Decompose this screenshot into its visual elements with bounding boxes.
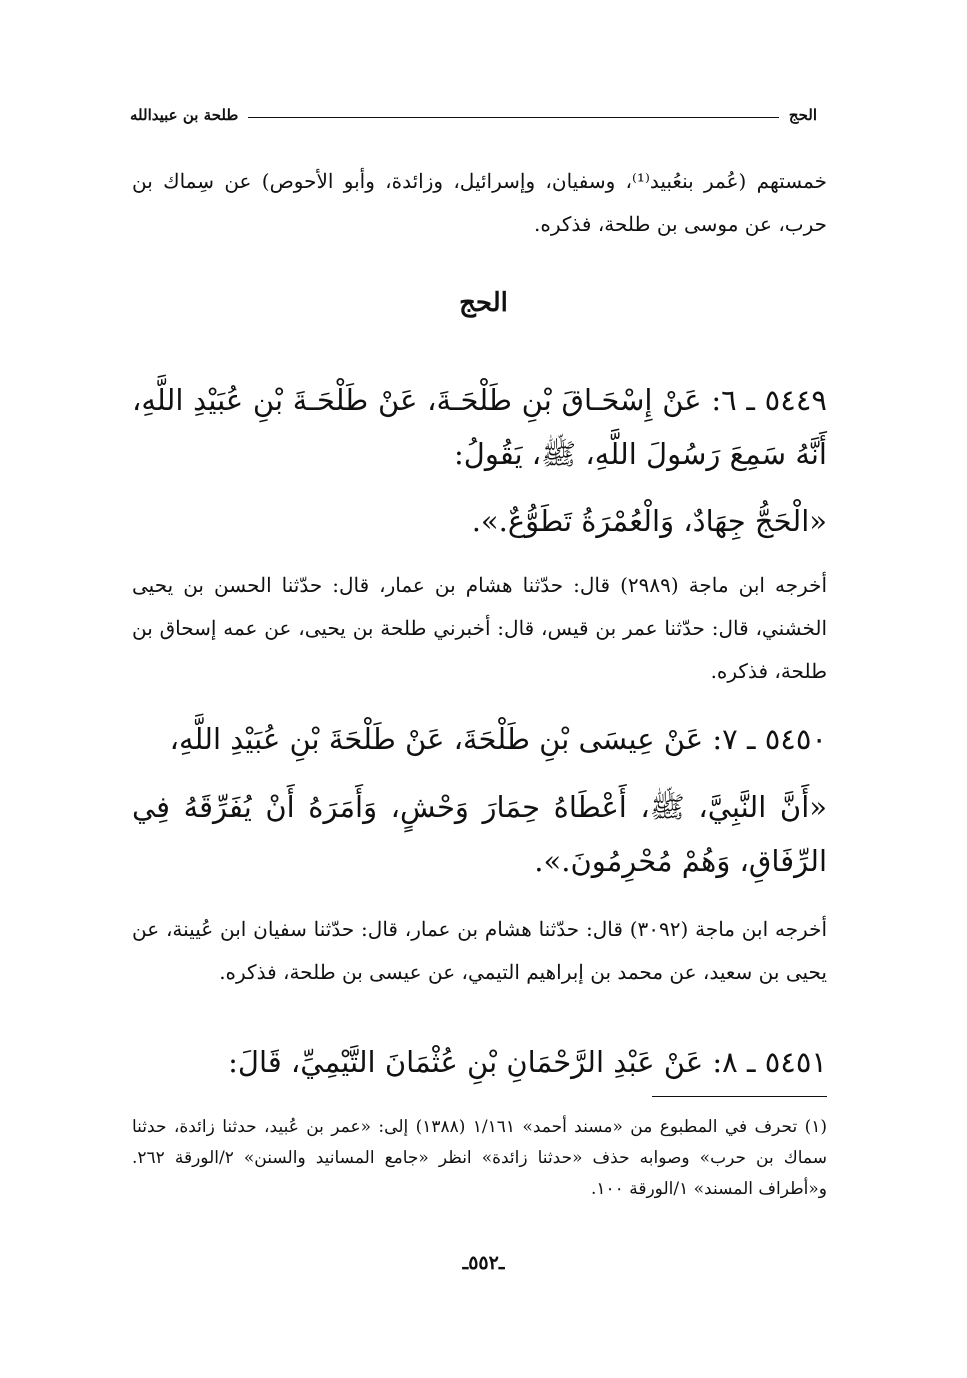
page-number: ـ٥٥٢ـ (462, 1252, 505, 1274)
hadith-5451-text: ٥٤٥١ ـ ٨: عَنْ عَبْدِ الرَّحْمَانِ بْنِ عُثْمَانَ التَّيْمِيِّ، قَالَ: (228, 1045, 827, 1079)
section-title: الحج (459, 288, 508, 318)
takhrij-5449: أخرجه ابن ماجة (٢٩٨٩) قال: حدّثنا هشام بن عمار، قال: حدّثنا الحسن بن يحيى الخشني، قال: حدّثنا عمر بن قيس، قال: أخبرني طلحة بن يحيى، عن عمه إسحاق بن طلحة، فذكره. (132, 573, 828, 683)
hadith-5449-text: ٥٤٤٩ ـ ٦: عَنْ إِسْحَـاقَ بْنِ طَلْحَـةَ، عَنْ طَلْحَـةَ بْنِ عُبَيْدِ اللَّهِ، أَنَّهُ سَمِعَ رَسُولَ اللَّهِ، ﷺ، يَقُولُ: (132, 383, 827, 471)
takhrij-5450: أخرجه ابن ماجة (٣٠٩٢) قال: حدّثنا هشام بن عمار، قال: حدّثنا سفيان ابن عُيينة، عن يحيى بن سعيد، عن محمد بن إبراهيم التيمي، عن عيسى بن طلحة، فذكره. (132, 917, 828, 984)
hadith-5449-quote: «الْحَجُّ جِهَادٌ، وَالْعُمْرَةُ تَطَوُّعٌ.». (471, 504, 827, 538)
running-header (130, 100, 817, 130)
header-rule (248, 117, 779, 118)
intro-paragraph: خمستهم (عُمر بنعُبيد⁽¹⁾، وسفيان، وإسرائيل، وزائدة، وأبو الأحوص) عن سِماك بن حرب، عن موسى بن طلحة، فذكره. (132, 169, 827, 236)
hadith-5450-text: ٥٤٥٠ ـ ٧: عَنْ عِيسَى بْنِ طَلْحَةَ، عَنْ طَلْحَةَ بْنِ عُبَيْدِ اللَّهِ، (169, 722, 827, 756)
hadith-5450-quote: «أَنَّ النَّبِيَّ، ﷺ، أَعْطَاهُ حِمَارَ وَحْشٍ، وَأَمَرَهُ أَنْ يُفَرِّقَهُ فِي الرِّفَاقِ، وَهُمْ مُحْرِمُونَ.». (132, 790, 827, 878)
header-chapter: الحج (788, 106, 817, 124)
footnote-separator (652, 1096, 827, 1097)
footnote-1: (١) تحرف في المطبوع من «مسند أحمد» ١/١٦١ (١٣٨٨) إلى: «عمر بن عُبيد، حدثنا زائدة، حدثنا سماك بن حرب» وصوابه حذف «حدثنا زائدة» انظر «جامع المسانيد والسنن» ٢/الورقة ٢٦٢. و«أطراف المسند» ١/الورقة ١٠٠. (132, 1117, 827, 1199)
header-section: طلحة بن عبيدالله (130, 106, 239, 124)
